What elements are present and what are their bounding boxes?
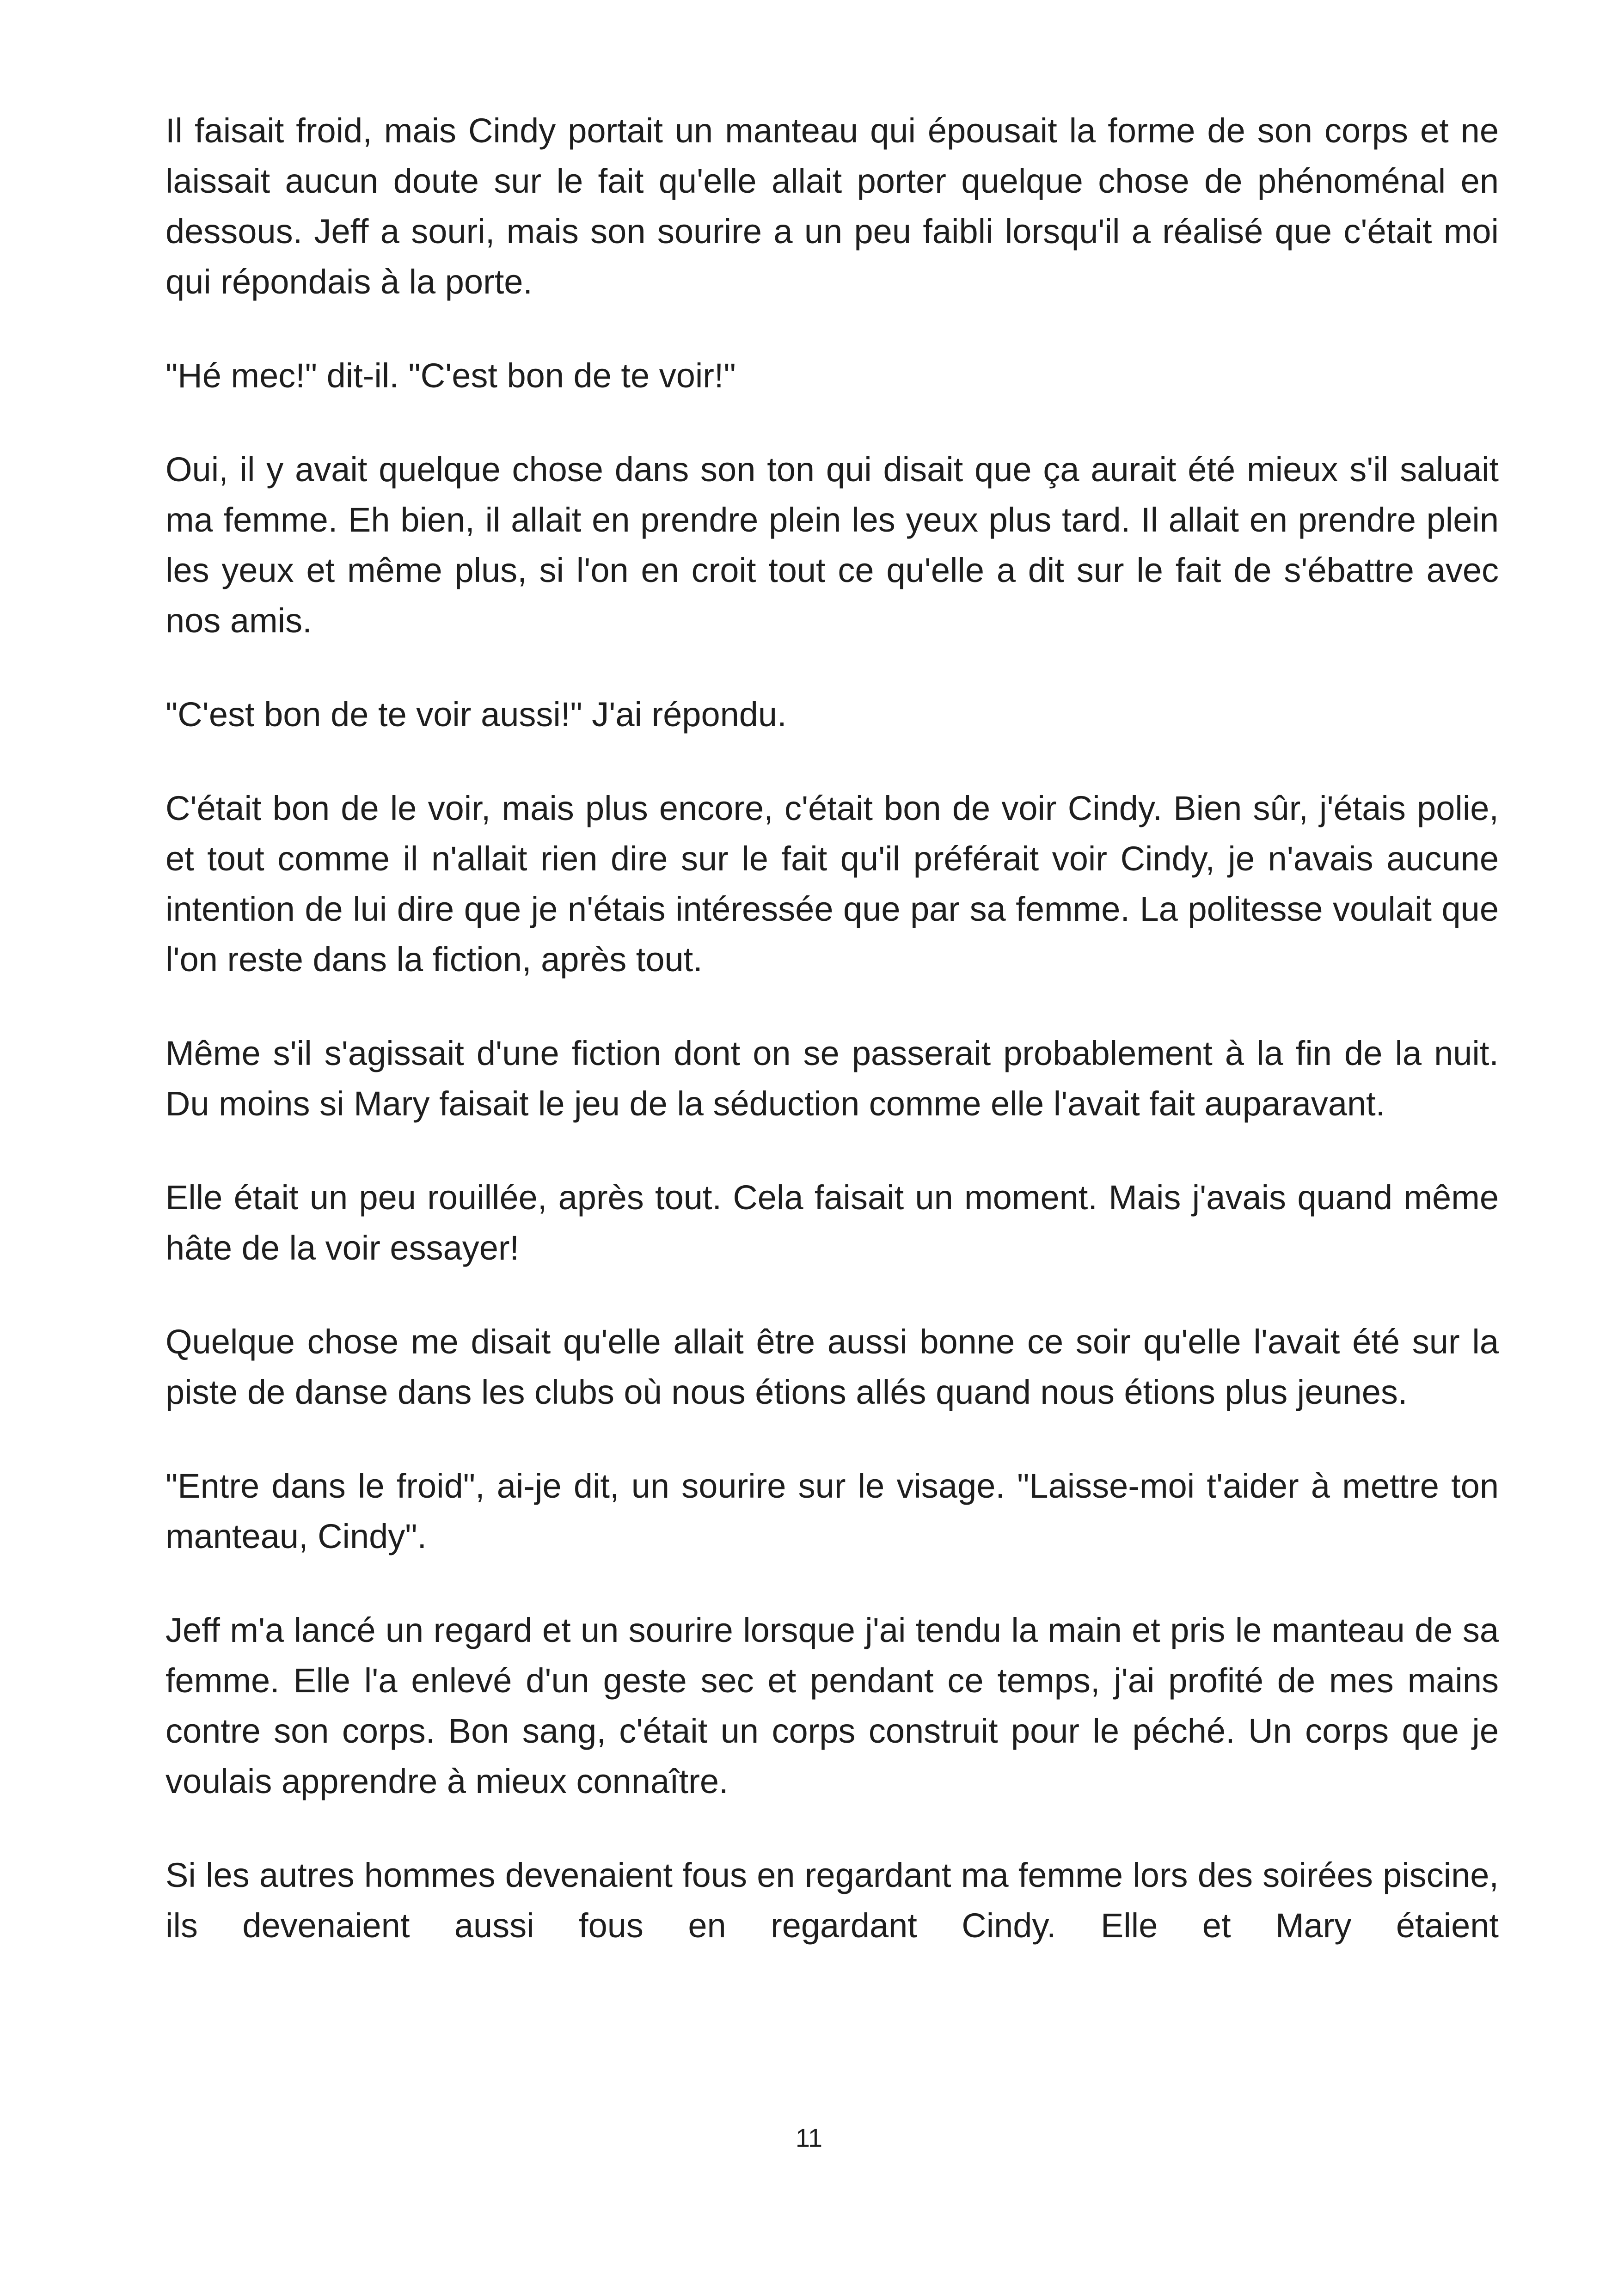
paragraph-1: Il faisait froid, mais Cindy portait un manteau qui épousait la forme de son corps et ne laissait aucun doute sur le fait qu'elle allait porter quelque chose de phénoménal en dessous. Jeff a souri, mais son sourire a un peu faibli lorsqu'il a réalisé que c'était moi qui répondais à la porte. [165, 111, 1499, 301]
body-text [165, 105, 1499, 1951]
paragraph-6: Même s'il s'agissait d'une fiction dont on se passerait probablement à la fin de la nuit. Du moins si Mary faisait le jeu de la séduction comme elle l'avait fait auparavant. [165, 1034, 1499, 1123]
paragraph-2: "Hé mec!" dit-il. "C'est bon de te voir!" [165, 356, 736, 395]
paragraph-10: Jeff m'a lancé un regard et un sourire lorsque j'ai tendu la main et pris le manteau de sa femme. Elle l'a enlevé d'un geste sec et pendant ce temps, j'ai profité de mes mains contre son corps. Bon sang, c'était un corps construit pour le péché. Un corps que je voulais apprendre à mieux connaître. [165, 1611, 1499, 1800]
paragraph-4: "C'est bon de te voir aussi!" J'ai répondu. [165, 695, 787, 734]
paragraph-3: Oui, il y avait quelque chose dans son ton qui disait que ça aurait été mieux s'il saluait ma femme. Eh bien, il allait en prendre plein les yeux plus tard. Il allait en prendre plein les yeux et même plus, si l'on en croit tout ce qu'elle a dit sur le fait de s'ébattre avec nos amis. [165, 450, 1499, 640]
paragraph-11: Si les autres hommes devenaient fous en regardant ma femme lors des soirées piscine, ils devenaient aussi fous en regardant Cindy. Elle et Mary étaient [165, 1856, 1499, 1945]
paragraph-8: Quelque chose me disait qu'elle allait être aussi bonne ce soir qu'elle l'avait été sur la piste de danse dans les clubs où nous étions allés quand nous étions plus jeunes. [165, 1322, 1499, 1411]
paragraph-5: C'était bon de le voir, mais plus encore, c'était bon de voir Cindy. Bien sûr, j'étais polie, et tout comme il n'allait rien dire sur le fait qu'il préférait voir Cindy, je n'avais aucune intention de lui dire que je n'étais intéressée que par sa femme. La politesse voulait que l'on reste dans la fiction, après tout. [165, 789, 1499, 979]
paragraph-7: Elle était un peu rouillée, après tout. Cela faisait un moment. Mais j'avais quand même hâte de la voir essayer! [165, 1178, 1499, 1267]
paragraph-9: "Entre dans le froid", ai-je dit, un sourire sur le visage. "Laisse-moi t'aider à mettre ton manteau, Cindy". [165, 1467, 1499, 1555]
page-number: 11 [795, 2123, 823, 2152]
